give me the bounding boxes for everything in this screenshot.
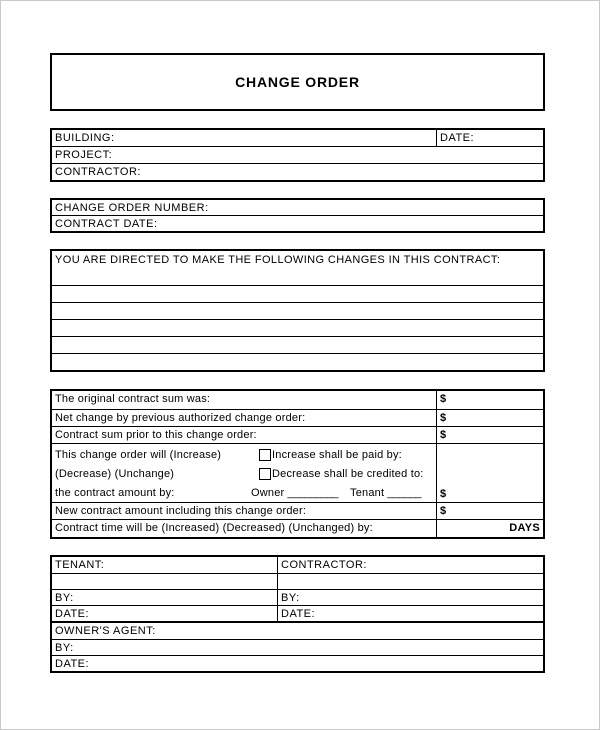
change-order-number-row bbox=[52, 200, 543, 216]
project-info-table bbox=[50, 128, 545, 182]
change-block-line-3 bbox=[52, 483, 436, 502]
net-change-label: Net change by previous authorized change order: bbox=[52, 410, 437, 426]
changes-header: YOU ARE DIRECTED TO MAKE THE FOLLOWING CHANGES IN THIS CONTRACT: bbox=[55, 254, 501, 266]
owner-label: Owner bbox=[251, 486, 285, 499]
changes-empty-row bbox=[52, 320, 543, 337]
net-change-value: $ bbox=[440, 412, 447, 424]
change-block-line-2 bbox=[52, 464, 436, 483]
owners-agent-label: OWNER'S AGENT: bbox=[55, 625, 156, 637]
change-order-number-label: CHANGE ORDER NUMBER: bbox=[55, 202, 209, 214]
contractor-date-label: DATE: bbox=[281, 608, 316, 620]
order-number-table bbox=[50, 198, 545, 233]
change-amount-value-cell bbox=[437, 444, 543, 502]
contractor-by-label: BY: bbox=[281, 592, 300, 604]
agent-date-row bbox=[52, 656, 543, 671]
owners-agent-row bbox=[52, 623, 543, 640]
agent-by-label: BY: bbox=[55, 642, 74, 654]
tenant-by-label: BY: bbox=[52, 590, 278, 605]
new-amount-value: $ bbox=[440, 505, 447, 517]
project-row bbox=[52, 147, 543, 164]
signature-blank-row bbox=[52, 574, 543, 590]
building-row bbox=[52, 130, 543, 147]
new-amount-label: New contract amount including this change order: bbox=[52, 503, 437, 519]
tenant-blank-cell bbox=[52, 574, 278, 589]
tenant-contractor-row bbox=[52, 557, 543, 574]
increase-option-label: Increase shall be paid by: bbox=[272, 448, 402, 461]
change-will-label: This change order will (Increase) bbox=[55, 448, 222, 461]
new-amount-row bbox=[52, 503, 543, 520]
date-label: DATE: bbox=[440, 132, 475, 144]
decrease-option bbox=[251, 468, 424, 480]
change-amount-value: $ bbox=[440, 488, 447, 500]
decrease-checkbox[interactable] bbox=[259, 468, 271, 480]
original-sum-value: $ bbox=[440, 393, 447, 405]
tenant-date-label: DATE: bbox=[52, 606, 278, 621]
original-sum-row bbox=[52, 391, 543, 410]
contract-amount-by-label: the contract amount by: bbox=[55, 486, 175, 499]
signature-table bbox=[50, 555, 545, 673]
owner-blank-line: _________ bbox=[287, 486, 339, 499]
contractor-row bbox=[52, 164, 543, 180]
changes-empty-row bbox=[52, 286, 543, 303]
contract-date-row bbox=[52, 216, 543, 231]
decrease-option-label: Decrease shall be credited to: bbox=[272, 467, 424, 480]
contract-time-label: Contract time will be (Increased) (Decreased) (Unchanged) by: bbox=[52, 520, 437, 537]
increase-option bbox=[251, 449, 402, 461]
increase-checkbox[interactable] bbox=[259, 449, 271, 461]
original-sum-label: The original contract sum was: bbox=[52, 391, 437, 409]
change-block-line-1 bbox=[52, 445, 436, 464]
contractor-label: CONTRACTOR: bbox=[55, 166, 141, 178]
contract-time-days: DAYS bbox=[509, 522, 540, 534]
prior-sum-value: $ bbox=[440, 429, 447, 441]
changes-table bbox=[50, 249, 545, 372]
changes-empty-row bbox=[52, 354, 543, 370]
agent-by-row bbox=[52, 640, 543, 656]
form-title-box bbox=[50, 53, 545, 111]
financial-table bbox=[50, 389, 545, 539]
building-label: BUILDING: bbox=[52, 130, 437, 146]
decrease-unchange-label: (Decrease) (Unchange) bbox=[55, 467, 175, 480]
change-amount-block bbox=[52, 444, 543, 503]
contract-time-row bbox=[52, 520, 543, 537]
net-change-row bbox=[52, 410, 543, 427]
date-row bbox=[52, 606, 543, 623]
agent-date-label: DATE: bbox=[55, 658, 90, 670]
form-title: CHANGE ORDER bbox=[235, 74, 360, 90]
by-row bbox=[52, 590, 543, 606]
project-label: PROJECT: bbox=[55, 149, 113, 161]
tenant-label: Tenant bbox=[350, 486, 385, 499]
change-amount-left bbox=[52, 444, 437, 502]
prior-sum-label: Contract sum prior to this change order: bbox=[52, 427, 437, 443]
contract-date-label: CONTRACT DATE: bbox=[55, 218, 158, 230]
changes-empty-row bbox=[52, 337, 543, 354]
changes-empty-row bbox=[52, 303, 543, 320]
changes-header-row bbox=[52, 251, 543, 286]
contractor-sig-label: CONTRACTOR: bbox=[281, 559, 367, 571]
prior-sum-row bbox=[52, 427, 543, 444]
tenant-blank-line: ______ bbox=[387, 486, 422, 499]
tenant-label: TENANT: bbox=[52, 557, 278, 573]
contractor-blank-cell bbox=[278, 574, 543, 589]
